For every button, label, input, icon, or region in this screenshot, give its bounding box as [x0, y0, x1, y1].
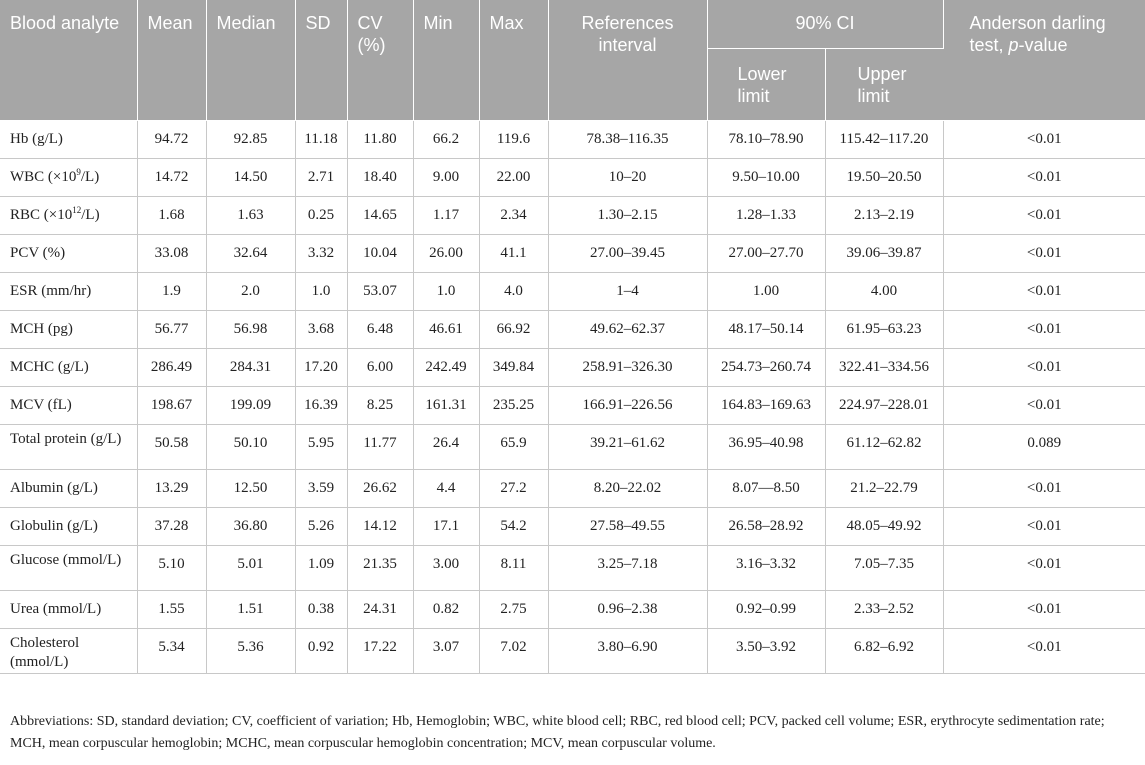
cell-median: 5.36 — [206, 628, 295, 673]
header-lower-limit: Lower limit — [707, 48, 825, 120]
cell-sd: 5.26 — [295, 507, 347, 545]
cell-p-value: <0.01 — [943, 234, 1145, 272]
cell-upper-limit: 39.06–39.87 — [825, 234, 943, 272]
cell-max: 7.02 — [479, 628, 548, 673]
cell-min: 1.0 — [413, 272, 479, 310]
cell-upper-limit: 2.33–2.52 — [825, 590, 943, 628]
cell-reference-interval: 0.96–2.38 — [548, 590, 707, 628]
cell-analyte: MCV (fL) — [0, 386, 137, 424]
cell-lower-limit: 1.00 — [707, 272, 825, 310]
analyte-unit: /L) — [80, 168, 100, 185]
cell-lower-limit: 3.16–3.32 — [707, 545, 825, 590]
cell-upper-limit: 61.95–63.23 — [825, 310, 943, 348]
cell-cv: 26.62 — [347, 469, 413, 507]
cell-lower-limit: 1.28–1.33 — [707, 196, 825, 234]
cell-sd: 1.0 — [295, 272, 347, 310]
cell-reference-interval: 166.91–226.56 — [548, 386, 707, 424]
header-mean: Mean — [137, 0, 206, 120]
cell-sd: 17.20 — [295, 348, 347, 386]
cell-mean: 1.68 — [137, 196, 206, 234]
cell-lower-limit: 3.50–3.92 — [707, 628, 825, 673]
header-median: Median — [206, 0, 295, 120]
cell-mean: 198.67 — [137, 386, 206, 424]
cell-sd: 2.71 — [295, 158, 347, 196]
cell-p-value: <0.01 — [943, 628, 1145, 673]
cell-max: 27.2 — [479, 469, 548, 507]
table-row — [0, 386, 1145, 424]
cell-analyte — [0, 196, 137, 234]
table-row — [0, 120, 1145, 158]
cell-max: 22.00 — [479, 158, 548, 196]
cell-cv: 6.00 — [347, 348, 413, 386]
cell-p-value: <0.01 — [943, 507, 1145, 545]
table-row — [0, 424, 1145, 469]
cell-analyte: MCH (pg) — [0, 310, 137, 348]
cell-max: 4.0 — [479, 272, 548, 310]
cell-reference-interval: 3.80–6.90 — [548, 628, 707, 673]
table-row — [0, 158, 1145, 196]
cell-mean: 286.49 — [137, 348, 206, 386]
cell-reference-interval: 27.00–39.45 — [548, 234, 707, 272]
cell-p-value: 0.089 — [943, 424, 1145, 469]
cell-max: 119.6 — [479, 120, 548, 158]
cell-sd: 3.59 — [295, 469, 347, 507]
cell-min: 242.49 — [413, 348, 479, 386]
cell-reference-interval: 10–20 — [548, 158, 707, 196]
cell-max: 54.2 — [479, 507, 548, 545]
cell-median: 32.64 — [206, 234, 295, 272]
cell-analyte: Globulin (g/L) — [0, 507, 137, 545]
cell-reference-interval: 258.91–326.30 — [548, 348, 707, 386]
cell-mean: 33.08 — [137, 234, 206, 272]
cell-p-value: <0.01 — [943, 310, 1145, 348]
cell-mean: 5.34 — [137, 628, 206, 673]
cell-p-value: <0.01 — [943, 272, 1145, 310]
table-row — [0, 272, 1145, 310]
cell-sd: 0.38 — [295, 590, 347, 628]
cell-analyte: Glucose (mmol/L) — [0, 545, 137, 590]
cell-cv: 24.31 — [347, 590, 413, 628]
cell-cv: 10.04 — [347, 234, 413, 272]
cell-max: 2.75 — [479, 590, 548, 628]
cell-min: 3.00 — [413, 545, 479, 590]
cell-lower-limit: 27.00–27.70 — [707, 234, 825, 272]
cell-median: 56.98 — [206, 310, 295, 348]
cell-max: 235.25 — [479, 386, 548, 424]
cell-sd: 0.92 — [295, 628, 347, 673]
cell-min: 26.4 — [413, 424, 479, 469]
anderson-p-italic: p — [1008, 35, 1019, 55]
cell-max: 66.92 — [479, 310, 548, 348]
cell-upper-limit: 19.50–20.50 — [825, 158, 943, 196]
cell-analyte: PCV (%) — [0, 234, 137, 272]
cell-mean: 13.29 — [137, 469, 206, 507]
header-min: Min — [413, 0, 479, 120]
table-row — [0, 590, 1145, 628]
cell-analyte: MCHC (g/L) — [0, 348, 137, 386]
table-row — [0, 234, 1145, 272]
table-row — [0, 545, 1145, 590]
table-row — [0, 628, 1145, 673]
anderson-suffix: -value — [1018, 35, 1068, 55]
table-row — [0, 469, 1145, 507]
analyte-exponent: 9 — [76, 166, 81, 177]
analyte-text: RBC (×10 — [10, 206, 73, 223]
cell-analyte: Urea (mmol/L) — [0, 590, 137, 628]
header-sd: SD — [295, 0, 347, 120]
cell-lower-limit: 0.92–0.99 — [707, 590, 825, 628]
cell-mean: 37.28 — [137, 507, 206, 545]
cell-reference-interval: 39.21–61.62 — [548, 424, 707, 469]
cell-min: 9.00 — [413, 158, 479, 196]
cell-max: 2.34 — [479, 196, 548, 234]
cell-lower-limit: 164.83–169.63 — [707, 386, 825, 424]
table-body — [0, 120, 1145, 673]
cell-upper-limit: 21.2–22.79 — [825, 469, 943, 507]
cell-median: 199.09 — [206, 386, 295, 424]
cell-sd: 16.39 — [295, 386, 347, 424]
cell-cv: 11.80 — [347, 120, 413, 158]
table-row — [0, 310, 1145, 348]
cell-p-value: <0.01 — [943, 469, 1145, 507]
cell-lower-limit: 48.17–50.14 — [707, 310, 825, 348]
cell-reference-interval: 49.62–62.37 — [548, 310, 707, 348]
cell-cv: 14.65 — [347, 196, 413, 234]
cell-lower-limit: 9.50–10.00 — [707, 158, 825, 196]
cell-median: 50.10 — [206, 424, 295, 469]
cell-min: 0.82 — [413, 590, 479, 628]
cell-max: 8.11 — [479, 545, 548, 590]
cell-min: 1.17 — [413, 196, 479, 234]
cell-upper-limit: 322.41–334.56 — [825, 348, 943, 386]
header-upper-limit: Upper limit — [825, 48, 943, 120]
cell-reference-interval: 1.30–2.15 — [548, 196, 707, 234]
analyte-exponent: 12 — [72, 204, 82, 215]
cell-upper-limit: 224.97–228.01 — [825, 386, 943, 424]
cell-analyte: Hb (g/L) — [0, 120, 137, 158]
cell-upper-limit: 61.12–62.82 — [825, 424, 943, 469]
cell-sd: 11.18 — [295, 120, 347, 158]
cell-max: 65.9 — [479, 424, 548, 469]
cell-median: 36.80 — [206, 507, 295, 545]
cell-median: 2.0 — [206, 272, 295, 310]
cell-mean: 1.55 — [137, 590, 206, 628]
cell-p-value: <0.01 — [943, 158, 1145, 196]
table-row — [0, 196, 1145, 234]
cell-p-value: <0.01 — [943, 386, 1145, 424]
cell-upper-limit: 115.42–117.20 — [825, 120, 943, 158]
cell-analyte — [0, 158, 137, 196]
cell-upper-limit: 4.00 — [825, 272, 943, 310]
table-row — [0, 348, 1145, 386]
cell-cv: 17.22 — [347, 628, 413, 673]
cell-cv: 18.40 — [347, 158, 413, 196]
cell-max: 349.84 — [479, 348, 548, 386]
analyte-unit: /L) — [81, 206, 100, 223]
cell-p-value: <0.01 — [943, 120, 1145, 158]
cell-lower-limit: 8.07—8.50 — [707, 469, 825, 507]
cell-upper-limit: 2.13–2.19 — [825, 196, 943, 234]
table-header — [0, 0, 1145, 120]
header-anderson-darling — [943, 0, 1145, 120]
cell-cv: 8.25 — [347, 386, 413, 424]
cell-sd: 1.09 — [295, 545, 347, 590]
cell-analyte: ESR (mm/hr) — [0, 272, 137, 310]
header-ci-group: 90% CI — [707, 0, 943, 48]
cell-upper-limit: 7.05–7.35 — [825, 545, 943, 590]
cell-reference-interval: 27.58–49.55 — [548, 507, 707, 545]
cell-min: 46.61 — [413, 310, 479, 348]
cell-upper-limit: 6.82–6.92 — [825, 628, 943, 673]
cell-sd: 5.95 — [295, 424, 347, 469]
cell-analyte: Cholesterol (mmol/L) — [0, 628, 137, 673]
cell-min: 66.2 — [413, 120, 479, 158]
cell-p-value: <0.01 — [943, 348, 1145, 386]
cell-min: 17.1 — [413, 507, 479, 545]
cell-analyte: Total protein (g/L) — [0, 424, 137, 469]
cell-p-value: <0.01 — [943, 545, 1145, 590]
cell-sd: 3.68 — [295, 310, 347, 348]
cell-lower-limit: 78.10–78.90 — [707, 120, 825, 158]
table-row — [0, 507, 1145, 545]
analyte-text: WBC (×10 — [10, 168, 77, 185]
cell-median: 1.63 — [206, 196, 295, 234]
cell-p-value: <0.01 — [943, 590, 1145, 628]
cell-lower-limit: 254.73–260.74 — [707, 348, 825, 386]
cell-min: 161.31 — [413, 386, 479, 424]
header-cv: CV (%) — [347, 0, 413, 120]
cell-reference-interval: 3.25–7.18 — [548, 545, 707, 590]
cell-mean: 50.58 — [137, 424, 206, 469]
cell-cv: 14.12 — [347, 507, 413, 545]
header-blood-analyte: Blood analyte — [0, 0, 137, 120]
cell-mean: 94.72 — [137, 120, 206, 158]
cell-median: 14.50 — [206, 158, 295, 196]
cell-median: 1.51 — [206, 590, 295, 628]
cell-reference-interval: 8.20–22.02 — [548, 469, 707, 507]
cell-cv: 21.35 — [347, 545, 413, 590]
cell-cv: 11.77 — [347, 424, 413, 469]
cell-analyte: Albumin (g/L) — [0, 469, 137, 507]
cell-lower-limit: 36.95–40.98 — [707, 424, 825, 469]
cell-sd: 0.25 — [295, 196, 347, 234]
cell-p-value: <0.01 — [943, 196, 1145, 234]
header-references-interval: References interval — [548, 0, 707, 120]
cell-mean: 14.72 — [137, 158, 206, 196]
cell-max: 41.1 — [479, 234, 548, 272]
cell-sd: 3.32 — [295, 234, 347, 272]
cell-reference-interval: 78.38–116.35 — [548, 120, 707, 158]
cell-median: 284.31 — [206, 348, 295, 386]
abbreviations-footnote: Abbreviations: SD, standard deviation; CV, coefficient of variation; Hb, Hemoglobin; WBC, white blood cell; RBC, red blood cell; PCV, packed cell volume; ESR, erythrocyte sedimentation rate; MCH, mean corpuscular hemoglobin; MCHC, mean corpuscular hemoglobin concentration; MCV, mean corpuscular volume. — [10, 714, 1105, 751]
cell-min: 3.07 — [413, 628, 479, 673]
cell-median: 92.85 — [206, 120, 295, 158]
cell-cv: 53.07 — [347, 272, 413, 310]
cell-mean: 1.9 — [137, 272, 206, 310]
cell-min: 4.4 — [413, 469, 479, 507]
header-max: Max — [479, 0, 548, 120]
cell-mean: 56.77 — [137, 310, 206, 348]
cell-reference-interval: 1–4 — [548, 272, 707, 310]
cell-upper-limit: 48.05–49.92 — [825, 507, 943, 545]
cell-cv: 6.48 — [347, 310, 413, 348]
cell-median: 5.01 — [206, 545, 295, 590]
cell-mean: 5.10 — [137, 545, 206, 590]
cell-lower-limit: 26.58–28.92 — [707, 507, 825, 545]
cell-median: 12.50 — [206, 469, 295, 507]
cell-min: 26.00 — [413, 234, 479, 272]
anderson-label: Anderson darling test, — [969, 13, 1106, 55]
